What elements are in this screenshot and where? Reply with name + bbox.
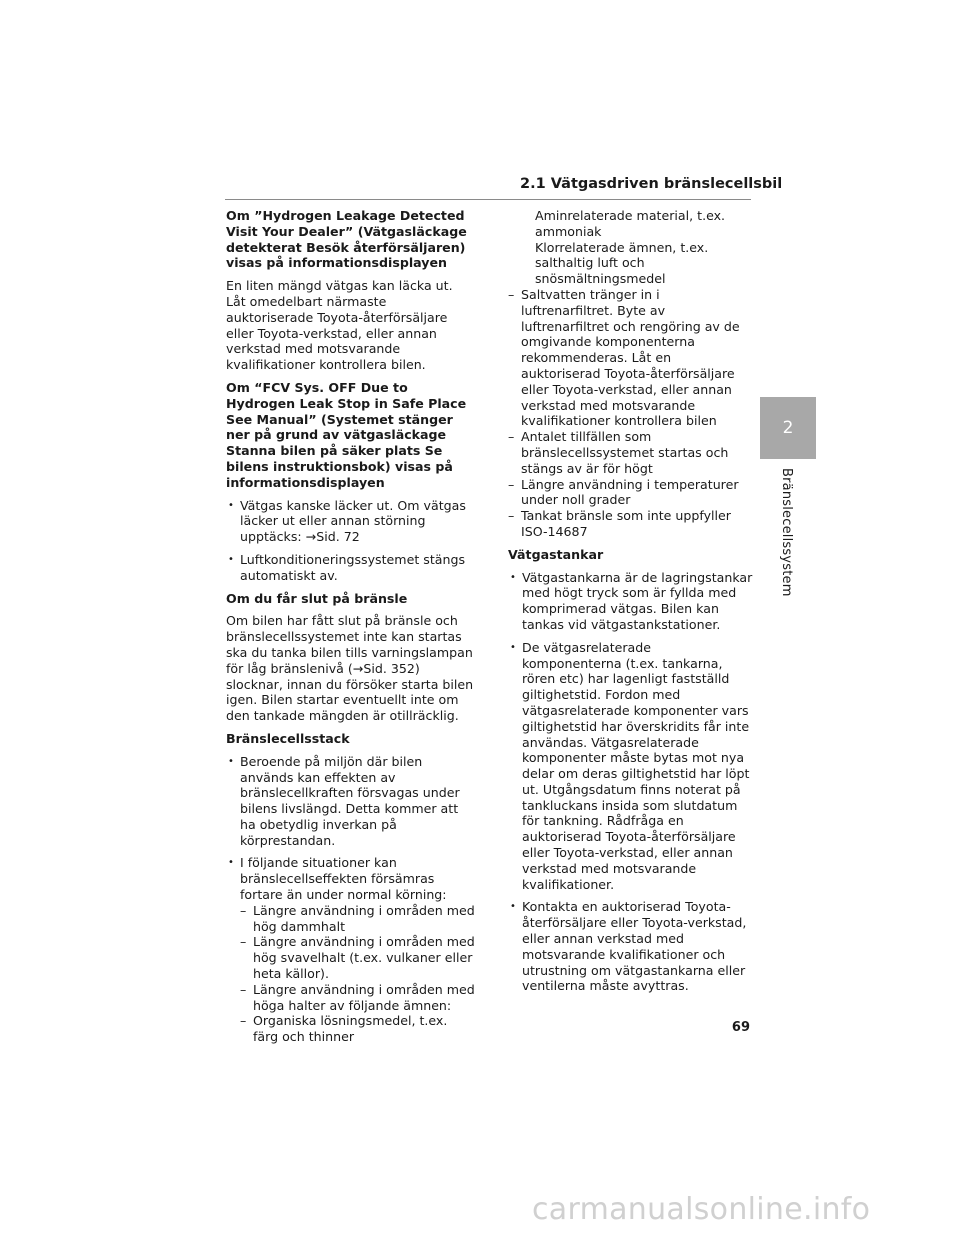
page-number: 69 [731, 1020, 750, 1035]
bullet-tanks-validity: • De vätgasrelaterade komponenterna (t.ex. tankarna, rören etc) har lagenligt fastställd giltighetstid. Fordon med vätgasrelaterade komponenter vars giltighetstid har överskridits får inte användas. Vätgasrelaterade komponenter måste bytas mot nya delar om deras giltighetstid har löpt ut. Utgångsdatum finns noterat på tankluckans insida som slutdatum för tankning. Rådfråga en auktoriserad Toyota-återförsäljare eller Toyota-verkstad, eller annan verkstad med motsvarande kvalifikationer. [508, 640, 753, 893]
chapter-tab [760, 397, 816, 459]
paragraph-leakage-info: En liten mängd vätgas kan läcka ut. Låt omedelbart närmaste auktoriserade Toyota-återförsäljare eller Toyota-verkstad, eller annan verkstad med motsvarande kvalifikationer kontrollera bilen. [226, 278, 453, 373]
bullet-faster-degradation [226, 855, 476, 1045]
header-divider [225, 199, 751, 200]
dash-item-sulfur: – Längre användning i områden med hög svavelhalt (t.ex. vulkaner eller heta källor). [240, 934, 476, 981]
left-column [226, 208, 476, 1052]
bullet-fuel-cell-degradation: • Beroende på miljön där bilen används kan effekten av bränslecellkraften försvagas under bilens livslängd. Detta kommer att ha obetydlig inverkan på körprestandan. [226, 754, 476, 849]
dash-item-start-stop: – Antalet tillfällen som bränslecellssystemet startas och stängs av är för högt [508, 429, 753, 476]
dash-list [240, 903, 476, 1045]
paragraph-out-of-fuel: Om bilen har fått slut på bränsle och bränslecellssystemet inte kan startas ska du tanka bilen tills varningslampan för låg bränslenivå (→Sid. 352) slocknar, innan du försöker starta bilen igen. Bilen startar eventuellt inte om den tankade mängden är otillräcklig. [226, 613, 474, 724]
bullet-ac-off: • Luftkonditioneringssystemet stängs automatiskt av. [226, 552, 476, 584]
dash-item-freezing: – Längre användning i temperaturer under noll grader [508, 477, 753, 509]
dash-item-iso-fuel: – Tankat bränsle som inte uppfyller ISO-14687 [508, 508, 753, 540]
heading-fcv-sys-off: Om “FCV Sys. OFF Due to Hydrogen Leak Stop in Safe Place See Manual” (Systemet stänger ner på grund av vätgasläckage Stanna bilen på säker plats Se bilens instruktionsbok) visas på informationsdisplayen [226, 379, 467, 490]
bullet-tanks-pressure: • Vätgastankarna är de lagringstankar med högt tryck som är fyllda med komprimerad vätgas. Bilen kan tankas vid vätgastankstationer. [508, 570, 753, 633]
dash-subitem-solvents: – Organiska lösningsmedel, t.ex. färg och thinner [240, 1013, 476, 1045]
bullet-hydrogen-leak: • Vätgas kanske läcker ut. Om vätgas läcker ut eller annan störning upptäcks: →Sid. 72 [226, 498, 476, 545]
heading-fuel-cell-stack: Bränslecellsstack [226, 730, 350, 746]
chapter-number: 2 [782, 418, 794, 438]
right-column [508, 208, 753, 1001]
bullet-tanks-disposal: • Kontakta en auktoriserad Toyota-återförsäljare eller Toyota-verkstad, eller annan verkstad med motsvarande kvalifikationer och utrustning om vätgastankarna eller ventilerna måste avyttras. [508, 899, 753, 994]
chapter-label: Bränslecellssystem [779, 468, 794, 597]
section-title: 2.1 Vätgasdriven bränslecellsbil [520, 176, 783, 192]
heading-out-of-fuel: Om du får slut på bränsle [226, 590, 408, 606]
dash-item-saltwater: – Saltvatten tränger in i luftrenarfiltret. Byte av luftrenarfiltret och rengöring av de omgivande komponenterna rekommenderas. Låt en auktoriserad Toyota-återförsäljare eller Toyota-verkstad, eller annan verkstad med motsvarande kvalifikationer kontrollera bilen [508, 287, 753, 429]
heading-hydrogen-tanks: Vätgastankar [508, 546, 604, 562]
bullet-faster-degradation-text: I följande situationer kan bränslecellseffekten försämras fortare än under normal körning: [240, 855, 447, 903]
continued-ammonia: Aminrelaterade material, t.ex. ammoniak [535, 208, 726, 239]
continued-chlorine: Klorrelaterade ämnen, t.ex. salthaltig luft och snösmältningsmedel [535, 239, 709, 287]
watermark: carmanualsonline.info [532, 1192, 871, 1227]
heading-hydrogen-leakage: Om ”Hydrogen Leakage Detected Visit Your Dealer” (Vätgasläckage detekterat Besök återförsäljaren) visas på informationsdisplayen [226, 208, 467, 271]
dash-item-dust: – Längre användning i områden med hög dammhalt [240, 903, 476, 935]
dash-item-substances: – Längre användning i områden med höga halter av följande ämnen: [240, 982, 476, 1014]
